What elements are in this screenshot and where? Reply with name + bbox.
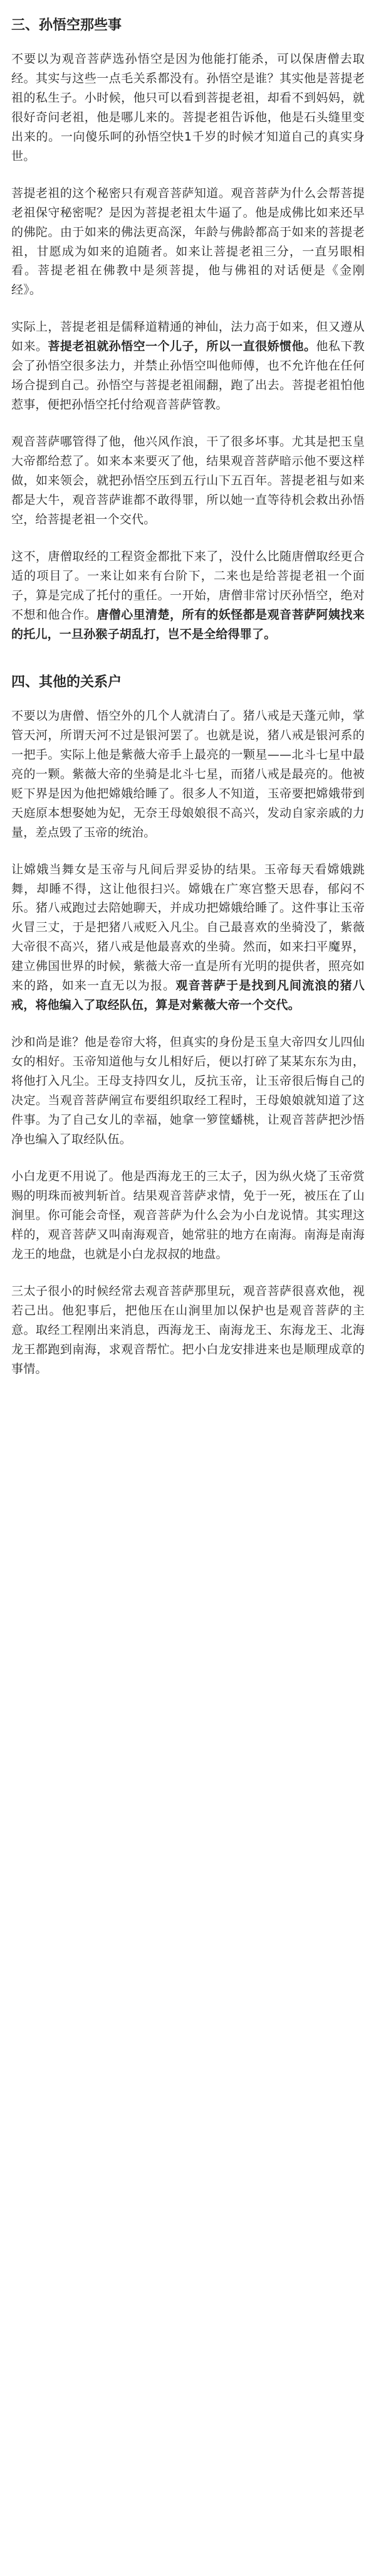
paragraph [11,184,365,301]
section-body [11,706,365,1379]
text-run: 菩提老祖的这个秘密只有观音菩萨知道。观音菩萨为什么会帮菩提老祖保守秘密呢？是因为菩提老祖太牛逼了。他是成佛比如来还早的佛陀。由于如来的佛法更高深，年龄与佛龄都高于如来的菩提老祖，甘愿成为如来的追随者。如来让菩提老祖三分，一直另眼相看。菩提老祖在佛教中是须菩提，他与佛祖的对话便是《金刚经》。 [11,186,365,297]
paragraph [11,706,365,843]
paragraph [11,1167,365,1264]
text-run: 沙和尚是谁？他是卷帘大将，但真实的身份是玉皇大帝四女儿四仙女的相好。玉帝知道他与女儿相好后，便以打碎了某某东东为由，将他打入凡尘。王母支持四女儿，反抗玉帝，让玉帝很后悔自己的决定。当观音菩萨阐宣布要组织取经工程时，王母娘娘就知道了这件事。为了自己女儿的幸福，她拿一箩筐蟠桃，让观音菩萨把沙悟净也编入了取经队伍。 [11,1035,365,1147]
text-run: 观音菩萨哪管得了他，他兴风作浪，干了很多坏事。尤其是把玉皇大帝都给惹了。如来本来要灭了他，结果观音菩萨暗示他不要这样做，如来领会，就把孙悟空压到五行山下五百年。菩提老祖与如来都是大牛，观音菩萨谁都不敢得罪，所以她一直等待机会救出孙悟空，给菩提老祖一个交代。 [11,435,365,527]
text-run: 实际上，菩提老祖是儒释道精通的神仙，法力高于如来，但又遵从如来。 [11,320,365,354]
section-body [11,50,365,644]
paragraph [11,860,365,1016]
bold-text: 观音菩萨于是找到凡间流浪的猪八戒，将他编入了取经队伍，算是对紫薇大帝一个交代。 [11,979,365,1013]
text-run: 不要以为观音菩萨选孙悟空是因为他能打能杀，可以保唐僧去取经。其实与这些一点毛关系都没有。孙悟空是谁？其实他是菩提老祖的私生子。小时候，他只可以看到菩提老祖，却看不到妈妈，就很好奇问老祖，他是哪儿来的。菩提老祖告诉他，他是石头缝里变出来的。一向傻乐呵的孙悟空快1千岁的时候才知道自己的真实身世。 [11,51,365,163]
text-run: 让嫦娥当舞女是玉帝与凡间后羿妥协的结果。玉帝每天看嫦娥跳舞，却睡不得，这让他很扫兴。嫦娥在广寒宫整天思春，郁闷不乐。猪八戒跑过去陪她聊天，并成功把嫦娥给睡了。这件事让玉帝火冒三丈，于是把猪八戒贬入凡尘。自己最喜欢的坐骑没了，紫薇大帝很不高兴，猪八戒是他最喜欢的坐骑。然而，如来扫平魔界，建立佛国世界的时候，紫薇大帝一直是所有光明的提供者，照亮如来的路，如来一直无以为报。 [11,862,365,993]
paragraph [11,1033,365,1149]
text-run: 小白龙更不用说了。他是西海龙王的三太子，因为纵火烧了玉帝赏赐的明珠而被判斩首。结果观音菩萨求情，免于一死，被压在了山涧里。你可能会奇怪，观音菩萨为什么会为小白龙说情。其实理这样的，观音菩萨又叫南海观音，她常驻的地方在南海。南海是南海龙王的地盘，也就是小白龙叔叔的地盘。 [11,1169,365,1261]
text-run: 他私下教会了孙悟空很多法力，并禁止孙悟空叫他师傅，也不允许他在任何场合提到自己。孙悟空与菩提老祖闹翻，跑了出去。菩提老祖怕他惹事，便把孙悟空托付给观音菩萨管教。 [11,339,365,412]
text-run: 三太子很小的时候经常去观音菩萨那里玩，观音菩萨很喜欢他，视若己出。他犯事后，把他压在山涧里加以保护也是观音菩萨的主意。取经工程刚出来消息，西海龙王、南海龙王、东海龙王、北海龙王都跑到南海，求观音帮忙。把小白龙安排进来也是顺理成章的事情。 [11,1284,365,1376]
bold-text: 菩提老祖就孙悟空一个儿子，所以一直很娇惯他。 [48,339,316,354]
paragraph [11,50,365,166]
bold-text: 唐僧心里清楚，所有的妖怪都是观音菩萨阿姨找来的托儿，一旦孙猴子胡乱打，岂不是全给得罪了。 [11,608,365,641]
section-heading: 三、孙悟空那些事 [11,18,122,33]
paragraph [11,547,365,644]
paragraph [11,432,365,530]
paragraph [11,1282,365,1379]
text-run: 这不，唐僧取经的工程资金都批下来了，没什么比随唐僧取经更合适的项目了。一来让如来有台阶下，二来也是给菩提老祖一个面子，算是完成了托付的重任。一开始，唐僧非常讨厌孙悟空，绝对不想和他合作。 [11,550,365,622]
paragraph [11,317,365,415]
section-heading: 四、其他的关系户 [11,674,122,690]
text-run: 不要以为唐僧、悟空外的几个人就清白了。猪八戒是天蓬元帅，掌管天河，所谓天河不过是银河罢了。也就是说，猪八戒是银河系的一把手。实际上他是紫薇大帝手上最亮的一颗星——北斗七星中最亮的一颗。紫薇大帝的坐骑是北斗七星，而猪八戒是最亮的。他被贬下界是因为他把嫦娥给睡了。很多人不知道，玉帝要把嫦娥带到天庭原本想娶她为妃，无奈王母娘娘很不高兴，发动自家亲戚的力量，差点毁了玉帝的统治。 [11,708,365,839]
